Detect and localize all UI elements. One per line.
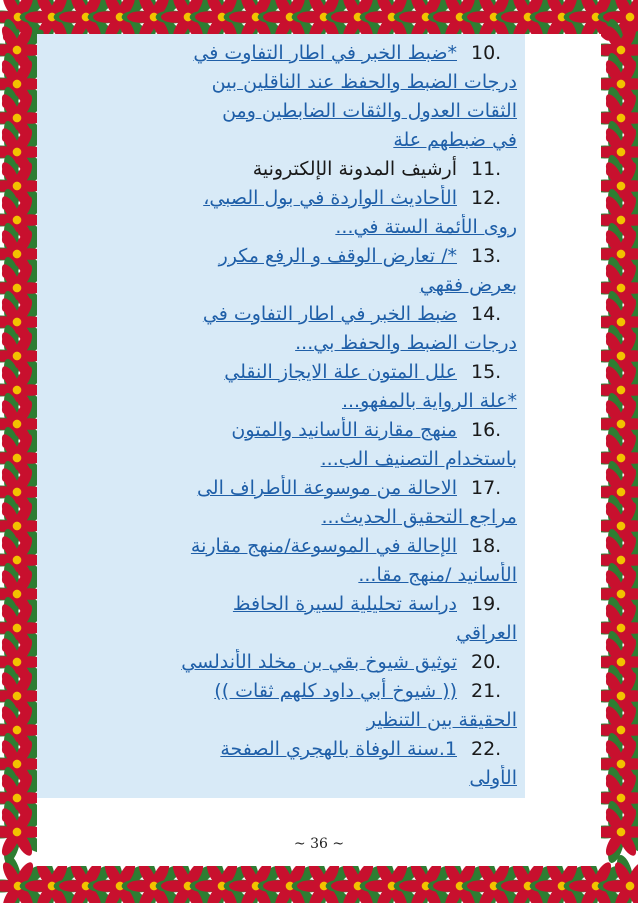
list-item bbox=[45, 533, 517, 559]
toc-list bbox=[37, 34, 525, 798]
list-item-continuation bbox=[45, 272, 517, 298]
item-link-text[interactable]: في ضبطهم علة bbox=[393, 129, 517, 151]
list-item-continuation bbox=[45, 127, 517, 153]
list-item-continuation bbox=[45, 69, 517, 95]
list-item bbox=[45, 40, 517, 66]
item-link-text[interactable]: الحقيقة بين التنظير bbox=[366, 709, 517, 731]
list-item bbox=[45, 359, 517, 385]
item-link-text[interactable]: الأسانيد /منهج مقا... bbox=[358, 564, 517, 586]
list-item-continuation bbox=[45, 214, 517, 240]
item-number: 18. bbox=[471, 535, 502, 557]
item-number: 12. bbox=[471, 187, 502, 209]
list-item bbox=[45, 185, 517, 211]
item-link-text[interactable]: روى الأئمة الستة في... bbox=[335, 216, 517, 238]
item-number: 19. bbox=[471, 593, 502, 615]
item-link-text[interactable]: الاحالة من موسوعة الأطراف الى bbox=[196, 477, 457, 499]
page-number: ~ 36 ~ bbox=[293, 836, 345, 852]
list-item-continuation bbox=[45, 707, 517, 733]
item-link-text[interactable]: *ضبط الخبر في اطار التفاوت في bbox=[193, 42, 457, 64]
item-link-text[interactable]: 1.سنة الوفاة بالهجري الصفحة bbox=[220, 738, 457, 760]
list-item bbox=[45, 591, 517, 617]
item-link-text[interactable]: *علة الرواية بالمفهو... bbox=[341, 390, 517, 412]
list-item bbox=[45, 156, 517, 182]
item-number: 22. bbox=[471, 738, 502, 760]
item-link-text[interactable]: الثقات العدول والثقات الضابطين ومن bbox=[222, 100, 517, 122]
item-link-text[interactable]: توثيق شيوخ بقي بن مخلد الأندلسي bbox=[181, 651, 457, 673]
item-link-text[interactable]: الأولى bbox=[469, 767, 517, 789]
item-link-text[interactable]: دراسة تحليلية لسيرة الحافظ bbox=[232, 593, 457, 615]
list-item-continuation bbox=[45, 562, 517, 588]
item-link-text[interactable]: */ تعارض الوقف و الرفع مكرر bbox=[218, 245, 457, 267]
list-item-continuation bbox=[45, 388, 517, 414]
list-item bbox=[45, 301, 517, 327]
list-item-continuation bbox=[45, 620, 517, 646]
item-number: 15. bbox=[471, 361, 502, 383]
item-link-text[interactable]: باستخدام التصنيف الب... bbox=[320, 448, 517, 470]
item-link-text[interactable]: درجات الضبط والحفظ بي... bbox=[295, 332, 517, 354]
item-number: 21. bbox=[471, 680, 502, 702]
item-link-text: أرشيف المدونة الإلكترونية bbox=[252, 158, 457, 180]
item-link-text[interactable]: الأحاديث الواردة في بول الصبي، bbox=[203, 187, 457, 209]
list-item bbox=[45, 678, 517, 704]
item-link-text[interactable]: علل المتون علة الايجاز النقلي bbox=[224, 361, 457, 383]
item-link-text[interactable]: العراقي bbox=[456, 622, 517, 644]
item-link-text[interactable]: درجات الضبط والحفظ عند الناقلين بين bbox=[211, 71, 517, 93]
item-link-text[interactable]: ضبط الخبر في اطار التفاوت في bbox=[202, 303, 457, 325]
list-item bbox=[45, 417, 517, 443]
item-link-text[interactable]: مراجع التحقيق الحديث... bbox=[321, 506, 517, 528]
item-number: 13. bbox=[471, 245, 502, 267]
list-item bbox=[45, 649, 517, 675]
list-item bbox=[45, 475, 517, 501]
item-number: 17. bbox=[471, 477, 502, 499]
item-link-text[interactable]: بعرض فقهي bbox=[419, 274, 517, 296]
list-item-continuation bbox=[45, 98, 517, 124]
list-item bbox=[45, 243, 517, 269]
item-number: 14. bbox=[471, 303, 502, 325]
document-page bbox=[37, 34, 601, 866]
list-item-continuation bbox=[45, 504, 517, 530]
item-number: 11. bbox=[471, 158, 502, 180]
item-link-text[interactable]: (( شيوخ أبي داود كلهم ثقات )) bbox=[214, 680, 457, 702]
item-number: 20. bbox=[471, 651, 502, 673]
item-number: 10. bbox=[471, 42, 502, 64]
list-item-continuation bbox=[45, 330, 517, 356]
item-link-text[interactable]: الإحالة في الموسوعة/منهج مقارنة bbox=[190, 535, 457, 557]
item-number: 16. bbox=[471, 419, 502, 441]
list-item bbox=[45, 736, 517, 762]
list-item-continuation bbox=[45, 446, 517, 472]
list-item-continuation bbox=[45, 765, 517, 791]
item-link-text[interactable]: منهج مقارنة الأسانيد والمتون bbox=[231, 419, 457, 441]
